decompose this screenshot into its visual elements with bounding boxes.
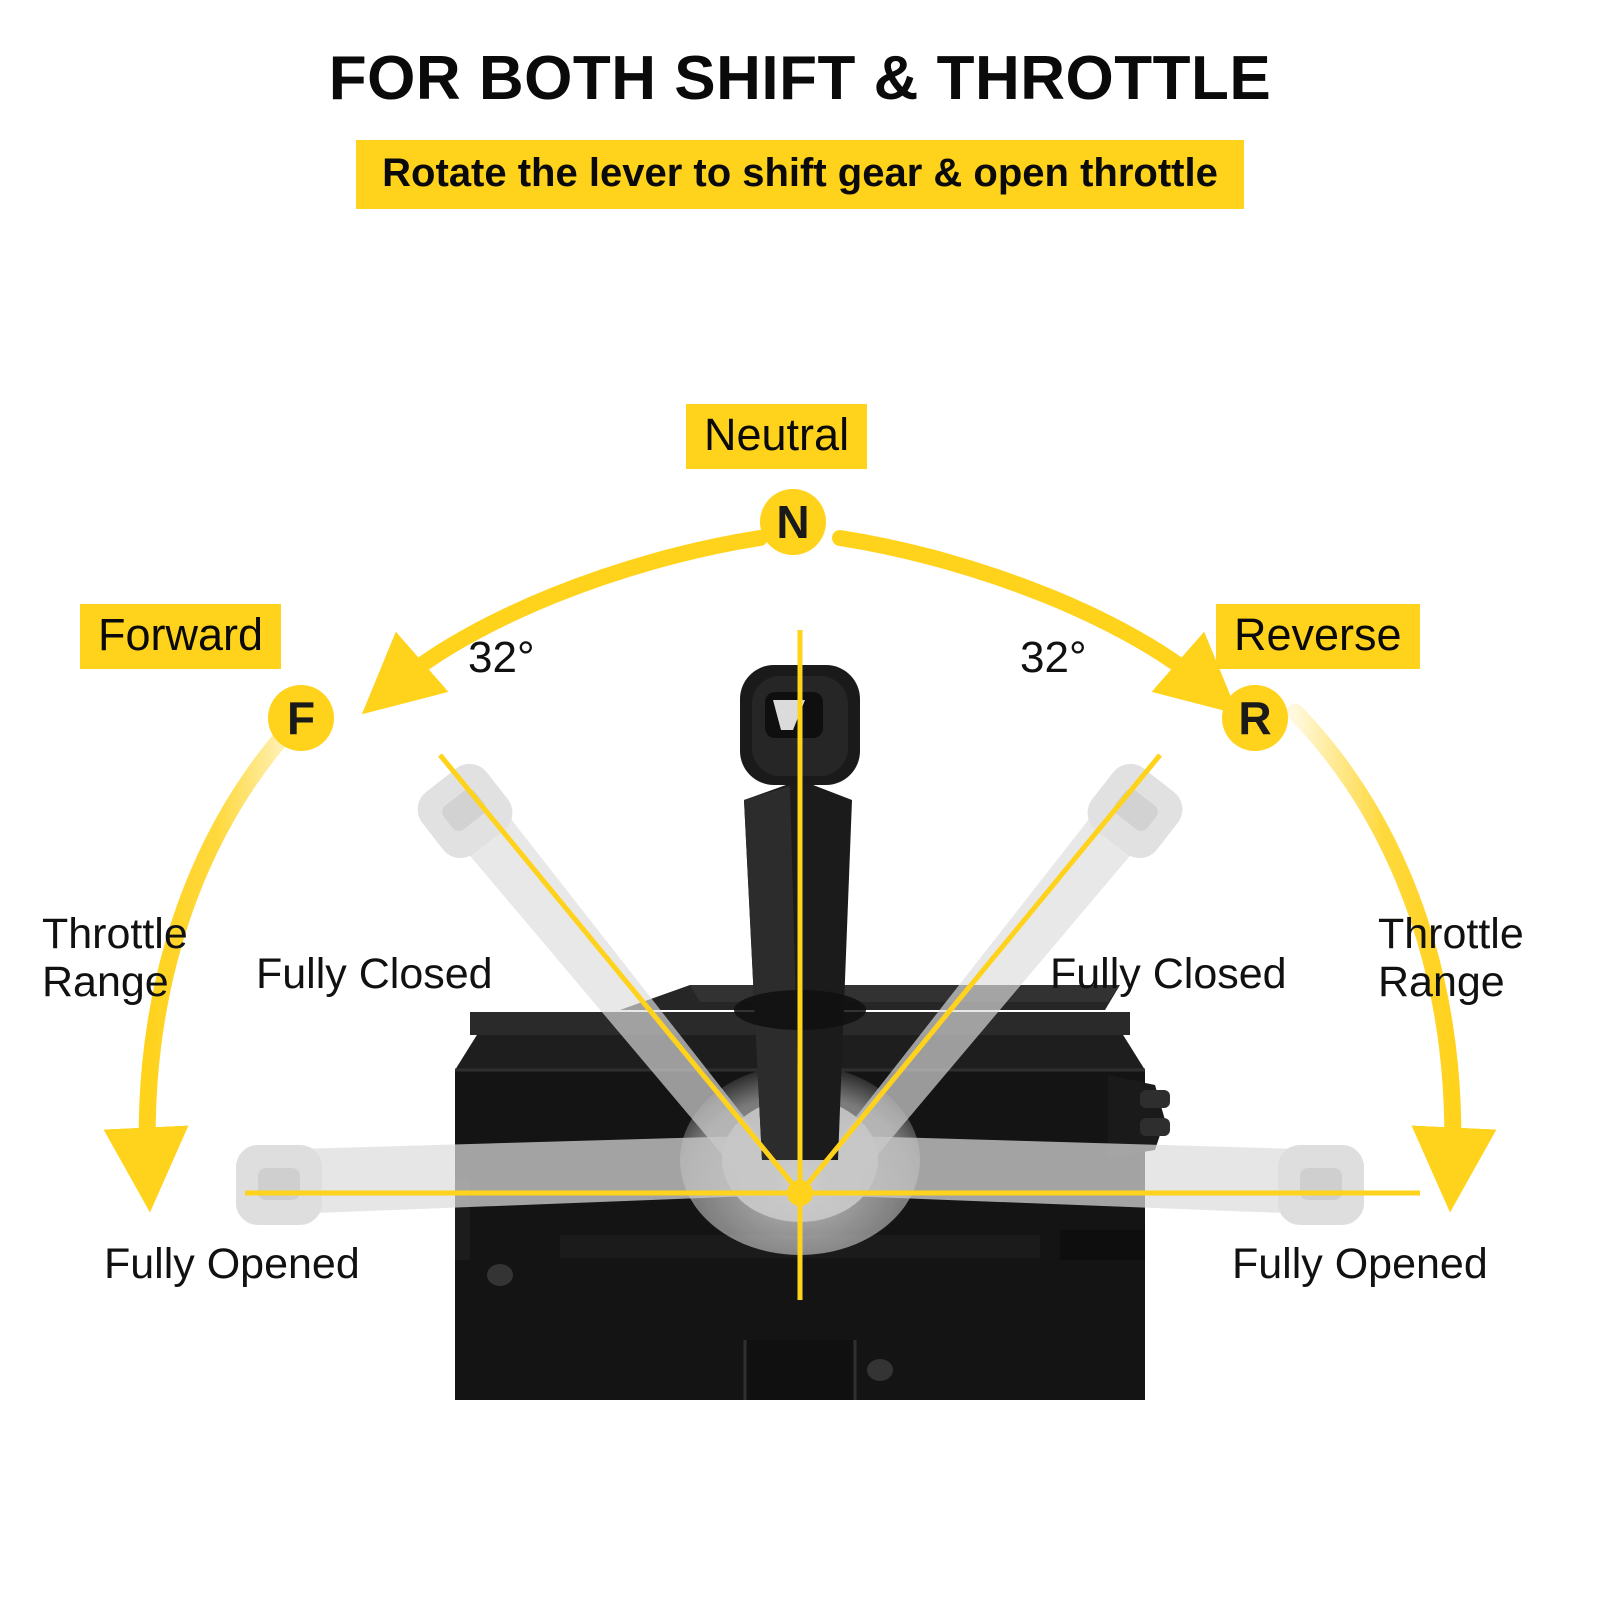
fully-closed-right-label: Fully Closed — [1050, 950, 1287, 998]
page-title: FOR BOTH SHIFT & THROTTLE — [328, 44, 1272, 113]
angle-label-left: 32° — [468, 633, 535, 682]
neutral-label-chip: Neutral — [686, 404, 867, 469]
throttle-range-left-line2: Range — [42, 958, 169, 1007]
throttle-range-right-label — [1378, 910, 1524, 1006]
subtitle-banner: Rotate the lever to shift gear & open throttle — [356, 140, 1244, 209]
gear-marker-reverse: R — [1222, 685, 1288, 751]
fully-opened-left-label: Fully Opened — [104, 1240, 360, 1288]
reverse-label-chip: Reverse — [1216, 604, 1420, 669]
fully-closed-left-label: Fully Closed — [256, 950, 493, 998]
gear-marker-neutral: N — [760, 489, 826, 555]
throttle-range-right-line2: Range — [1378, 958, 1505, 1007]
gear-marker-forward: F — [268, 685, 334, 751]
fully-opened-right-label: Fully Opened — [1232, 1240, 1488, 1288]
angle-label-right: 32° — [1020, 633, 1087, 682]
throttle-range-left-label — [42, 910, 188, 1006]
throttle-range-left-line1: Throttle — [42, 910, 188, 958]
throttle-range-right-line1: Throttle — [1378, 910, 1524, 958]
forward-label-chip: Forward — [80, 604, 281, 669]
